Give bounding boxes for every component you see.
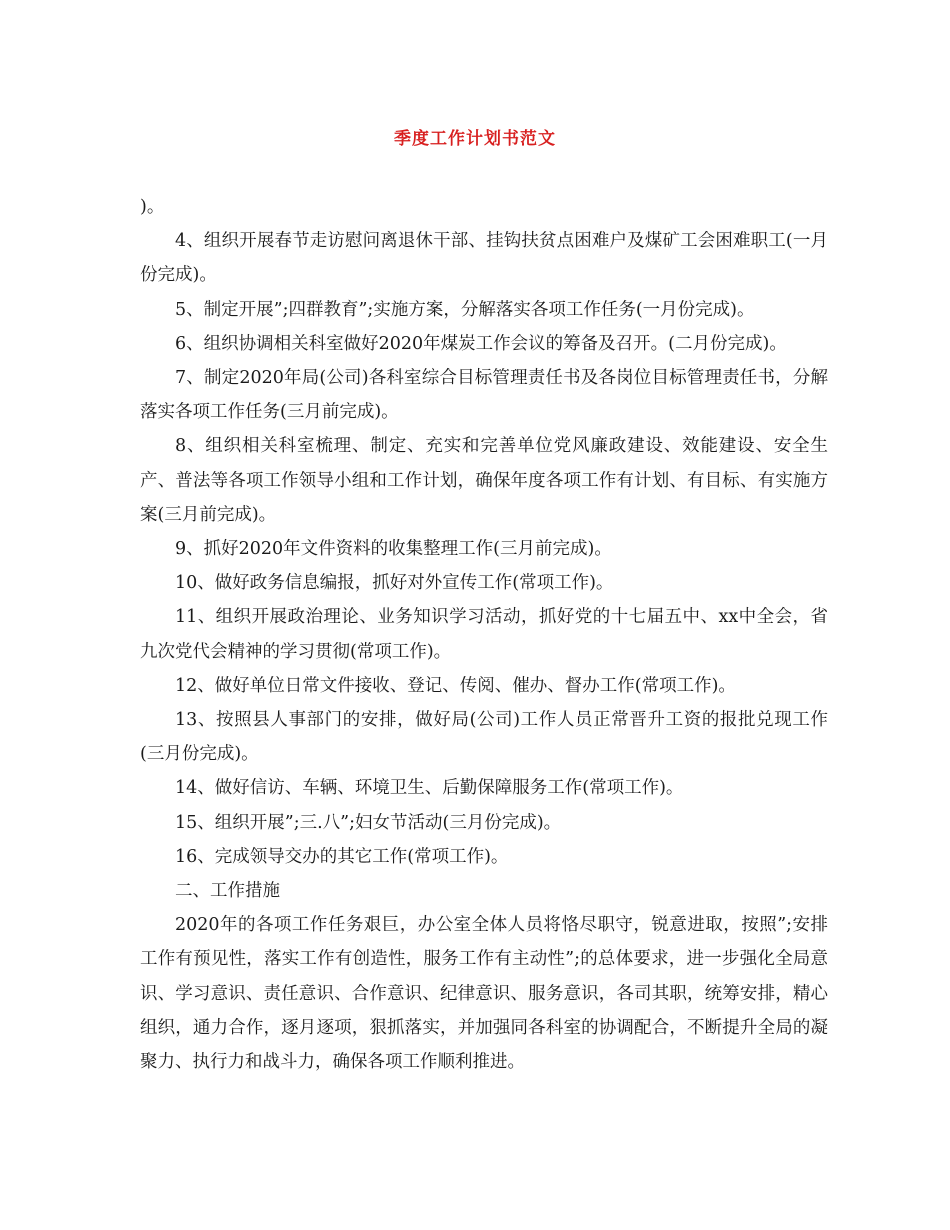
paragraph: 10、做好政务信息编报，抓好对外宣传工作(常项工作)。 [175, 573, 614, 594]
paragraph: 12、做好单位日常文件接收、登记、传阅、催办、督办工作(常项工作)。 [175, 675, 736, 696]
paragraph: 5、制定开展”;四群教育”;实施方案，分解落实各项工作任务(一月份完成)。 [175, 299, 755, 320]
paragraph: 16、完成领导交办的其它工作(常项工作)。 [175, 846, 509, 867]
paragraph: 4、组织开展春节走访慰问离退休干部、挂钩扶贫点困难户及煤矿工会困难职工(一月份完成)。 [140, 231, 828, 286]
paragraph: 15、组织开展”;三.八”;妇女节活动(三月份完成)。 [175, 812, 562, 833]
paragraph: 6、组织协调相关科室做好2020年煤炭工作会议的筹备及召开。(二月份完成)。 [175, 333, 787, 354]
document-body [140, 190, 828, 1079]
paragraph: 9、抓好2020年文件资料的收集整理工作(三月前完成)。 [175, 539, 612, 560]
paragraph: 二、工作措施 [175, 881, 280, 902]
paragraph: 11、组织开展政治理论、业务知识学习活动，抓好党的十七届五中、xx中全会，省九次党代会精神的学习贯彻(常项工作)。 [140, 607, 828, 662]
paragraph: 13、按照县人事部门的安排，做好局(公司)工作人员正常晋升工资的报批兑现工作(三月份完成)。 [140, 710, 828, 765]
document-title: 季度工作计划书范文 [394, 129, 556, 149]
paragraph: 7、制定2020年局(公司)各科室综合目标管理责任书及各岗位目标管理责任书，分解落实各项工作任务(三月前完成)。 [140, 368, 828, 423]
paragraph: 8、组织相关科室梳理、制定、充实和完善单位党风廉政建设、效能建设、安全生产、普法等各项工作领导小组和工作计划，确保年度各项工作有计划、有目标、有实施方案(三月前完成)。 [140, 436, 828, 525]
paragraph: )。 [140, 197, 165, 217]
paragraph: 2020年的各项工作任务艰巨，办公室全体人员将恪尽职守，锐意进取，按照”;安排工作有预见性，落实工作有创造性，服务工作有主动性”;的总体要求，进一步强化全局意识、学习意识、责任意识、合作意识、纪律意识、服务意识，各司其职，统筹安排，精心组织，通力合作，逐月逐项，狠抓落实，并加强同各科室的协调配合，不断提升全局的凝聚力、执行力和战斗力，确保各项工作顺利推进。 [140, 915, 828, 1073]
paragraph: 14、做好信访、车辆、环境卫生、后勤保障服务工作(常项工作)。 [175, 778, 684, 799]
